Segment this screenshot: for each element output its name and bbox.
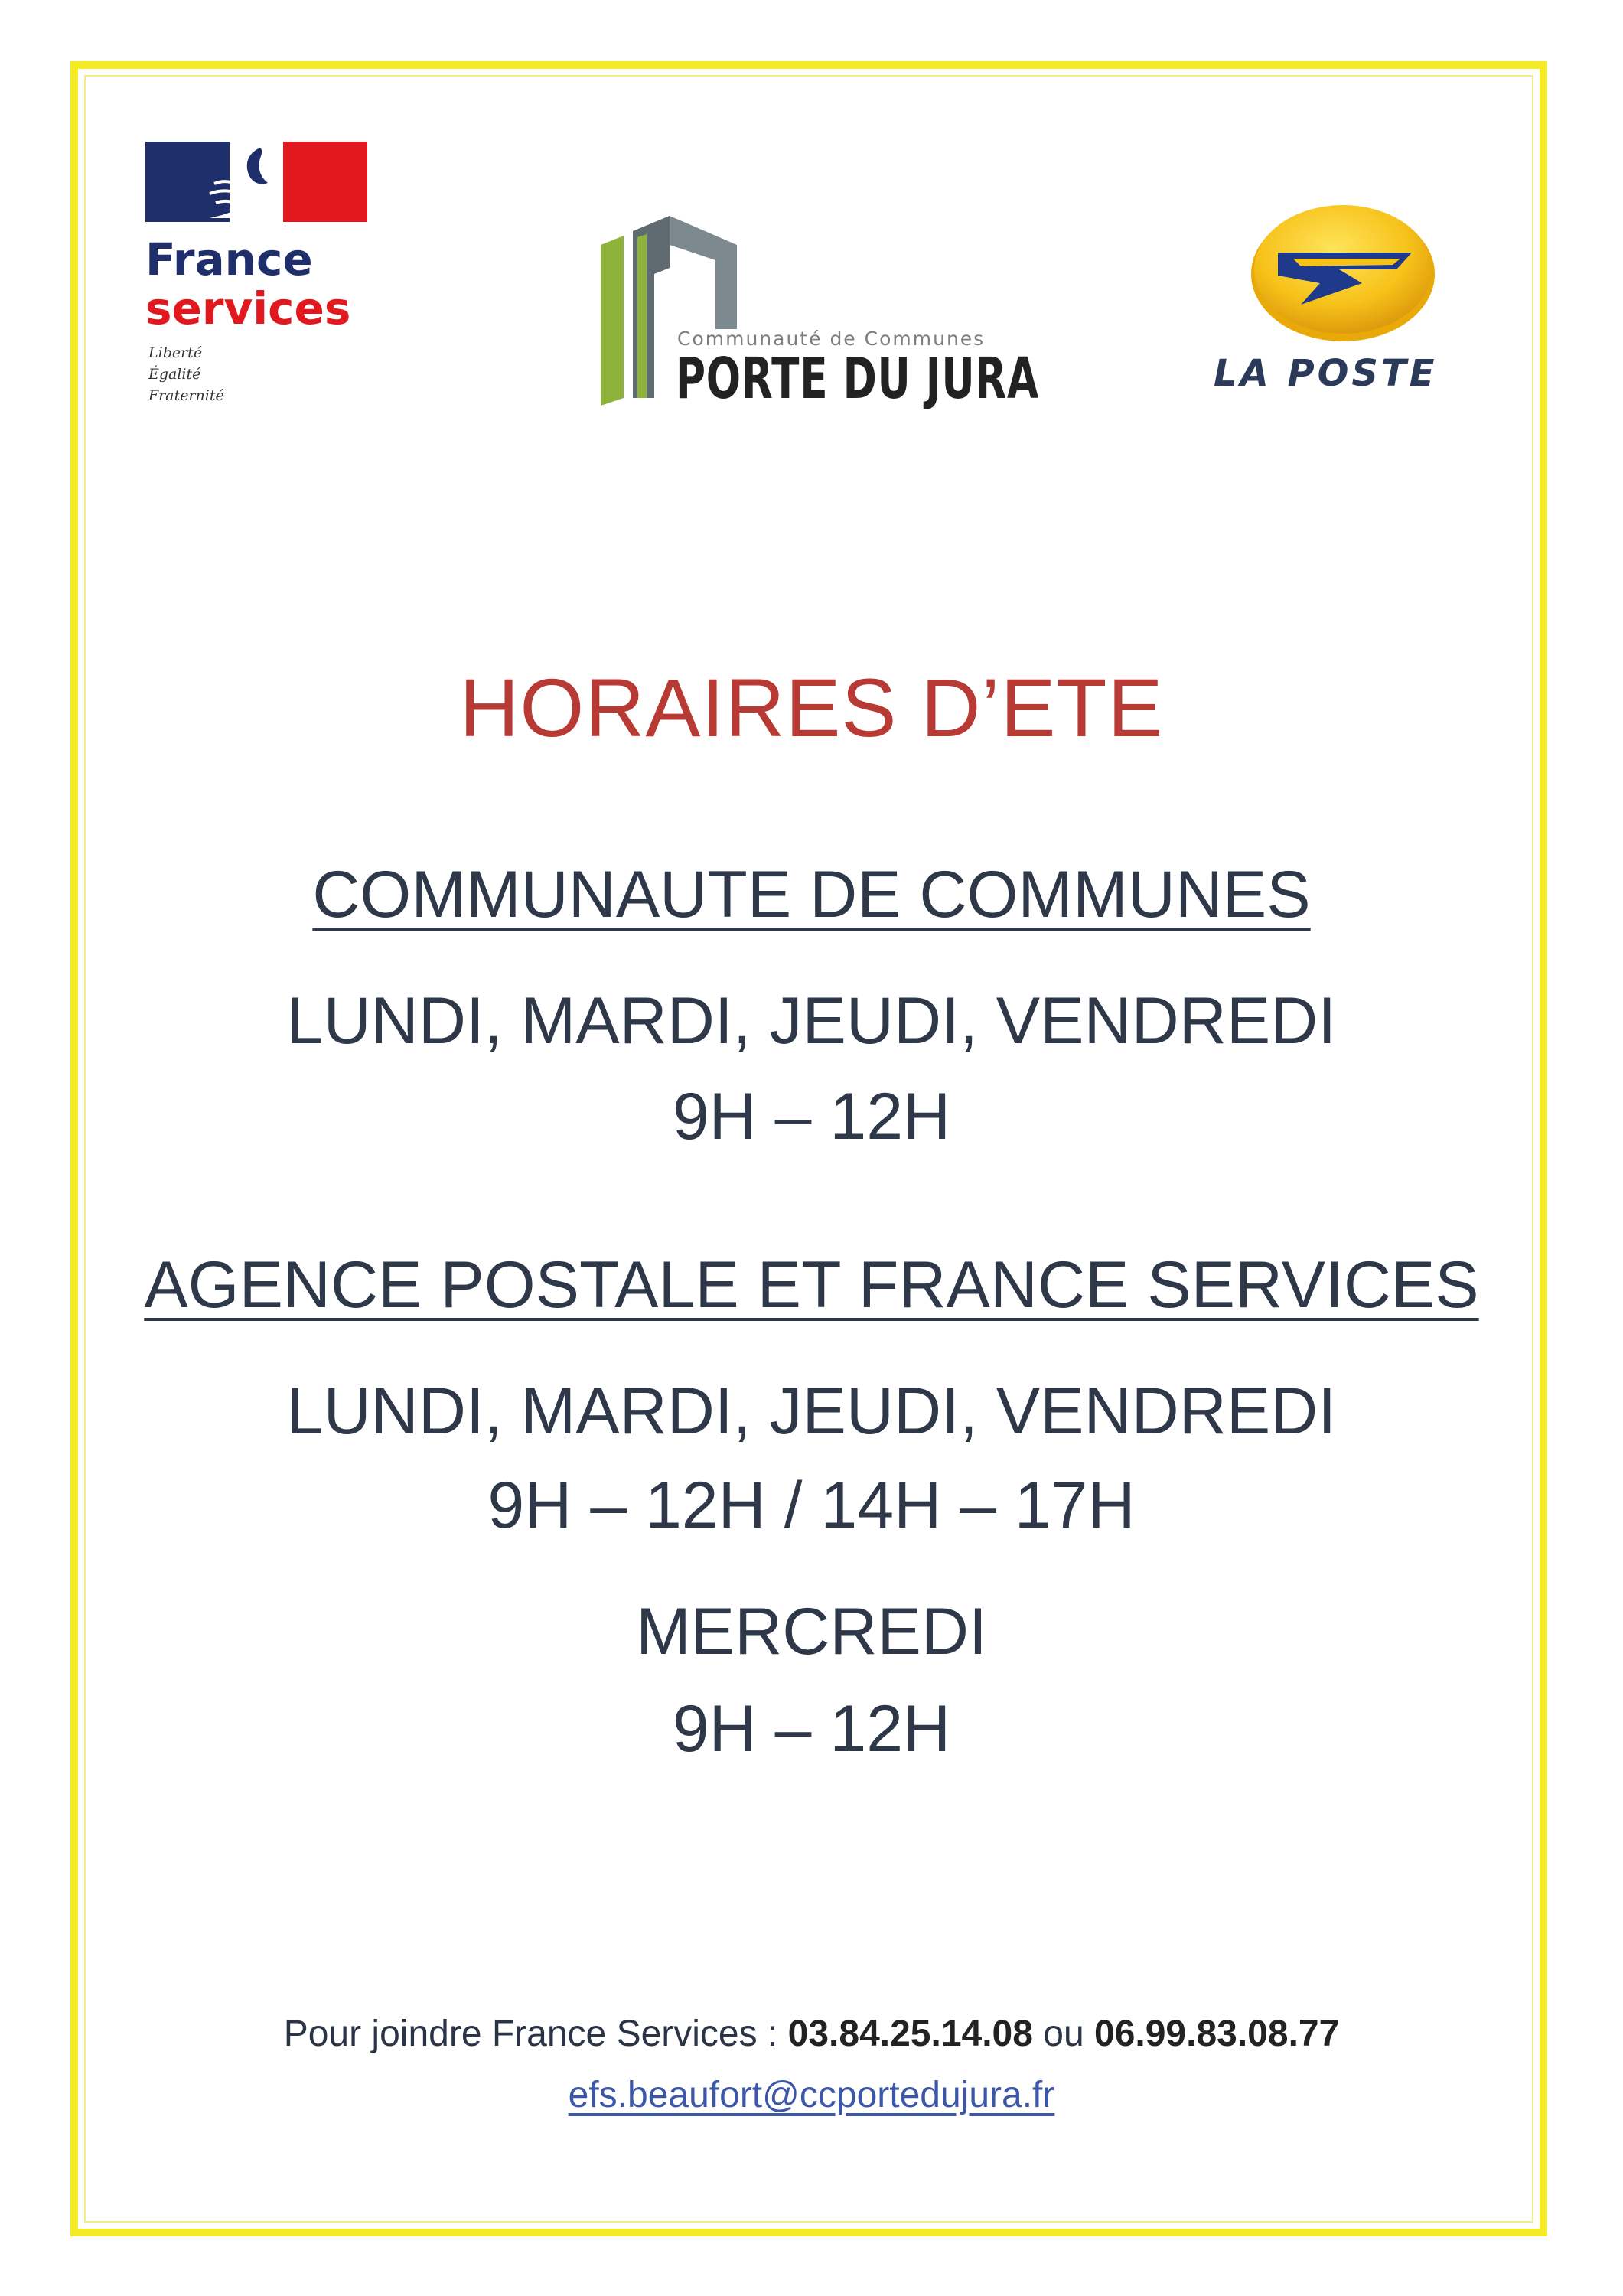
la-poste-bird-icon — [1247, 199, 1439, 344]
porte-du-jura-logo — [601, 214, 1040, 413]
section-heading-communaute: COMMUNAUTE DE COMMUNES — [312, 858, 1311, 931]
la-poste-name: LA POSTE — [1214, 352, 1438, 395]
france-services-logo — [145, 142, 375, 417]
schedule-extra-day: MERCREDI — [636, 1595, 987, 1668]
marianne-flag-icon — [145, 142, 367, 222]
phone-number-2[interactable]: 06.99.83.08.77 — [1094, 2014, 1340, 2054]
schedule-days: LUNDI, MARDI, JEUDI, VENDREDI — [286, 1375, 1337, 1448]
schedule-days: LUNDI, MARDI, JEUDI, VENDREDI — [286, 984, 1337, 1058]
schedule-hours: 9H – 12H — [672, 1080, 951, 1153]
republic-motto: Liberté Égalité Fraternité — [148, 344, 224, 404]
email-link[interactable]: efs.beaufort@ccportedujura.fr — [568, 2075, 1055, 2115]
page-title: HORAIRES D’ETE — [459, 661, 1164, 754]
phone-number-1[interactable]: 03.84.25.14.08 — [787, 2014, 1033, 2054]
la-poste-logo — [1201, 199, 1462, 406]
porte-du-jura-name: PORTE DU JURA — [676, 346, 1040, 412]
contact-label: Pour joindre France Services : — [283, 2014, 788, 2054]
contact-separator: ou — [1032, 2014, 1094, 2054]
schedule-hours: 9H – 12H / 14H – 17H — [487, 1469, 1136, 1542]
schedule-extra-hours: 9H – 12H — [672, 1692, 951, 1766]
section-heading-agence-postale: AGENCE POSTALE ET FRANCE SERVICES — [144, 1248, 1479, 1322]
france-services-wordmark: France services — [145, 233, 351, 334]
porte-du-jura-subtitle: Communauté de Communes — [677, 328, 986, 350]
contact-line — [0, 2013, 1623, 2055]
